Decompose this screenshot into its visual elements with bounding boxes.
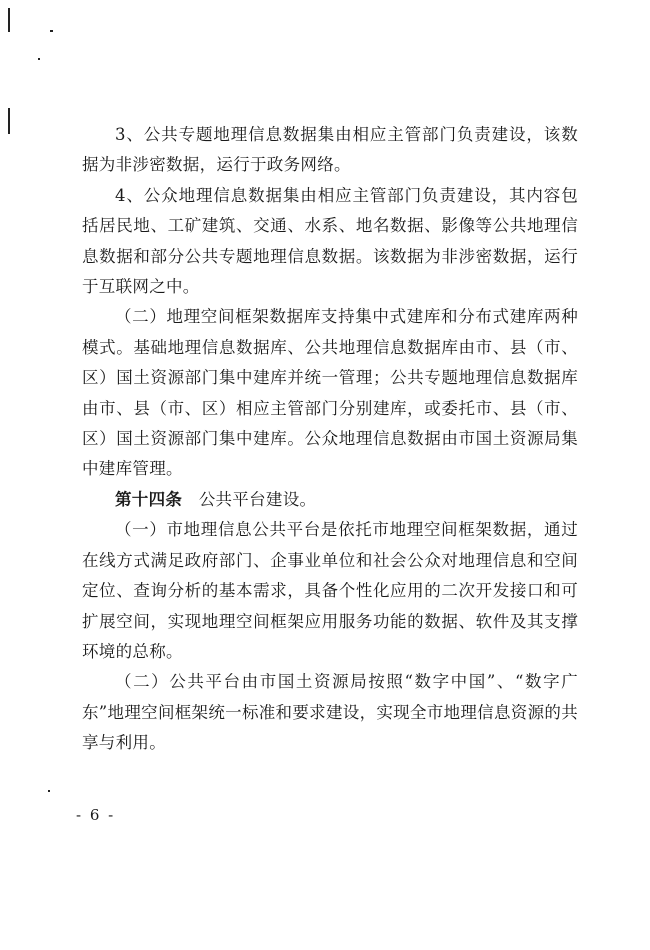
scan-artifact	[48, 790, 50, 792]
scan-artifact	[50, 30, 53, 32]
paragraph-item-4: 4、公众地理信息数据集由相应主管部门负责建设，其内容包括居民地、工矿建筑、交通、水系、地名数据、影像等公共地理信息数据和部分公共专题地理信息数据。该数据为非涉密数据，运行于互联网之中。	[82, 185, 578, 297]
scan-artifact	[8, 108, 10, 134]
scan-artifact	[8, 8, 10, 32]
paragraph-subsection-2: （二）公共平台由市国土资源局按照“数字中国”、“数字广东”地理空间框架统一标准和要求建设，实现全市地理信息资源的共享与利用。	[82, 672, 578, 753]
paragraph-item-3: 3、公共专题地理信息数据集由相应主管部门负责建设，该数据为非涉密数据，运行于政务网络。	[82, 125, 578, 175]
paragraph-subsection-1: （一）市地理信息公共平台是依托市地理空间框架数据，通过在线方式满足政府部门、企事业单位和社会公众对地理信息和空间定位、查询分析的基本需求，具备个性化应用的二次开发接口和可扩展空间，实现地理空间框架应用服务功能的数据、软件及其支撑环境的总称。	[82, 520, 578, 661]
scan-artifact	[38, 58, 40, 60]
article-subject: 公共平台建设。	[198, 489, 317, 509]
page-number: - 6 -	[76, 806, 116, 824]
document-body	[82, 120, 578, 759]
article-title: 第十四条	[115, 489, 183, 509]
paragraph-section-2: （二）地理空间框架数据库支持集中式建库和分布式建库两种模式。基础地理信息数据库、公共地理信息数据库由市、县（市、区）国土资源部门集中建库并统一管理；公共专题地理信息数据库由市、县（市、区）相应主管部门分别建库，或委托市、县（市、区）国土资源部门集中建库。公众地理信息数据由市国土资源局集中建库管理。	[82, 307, 578, 479]
article-heading	[82, 485, 578, 515]
